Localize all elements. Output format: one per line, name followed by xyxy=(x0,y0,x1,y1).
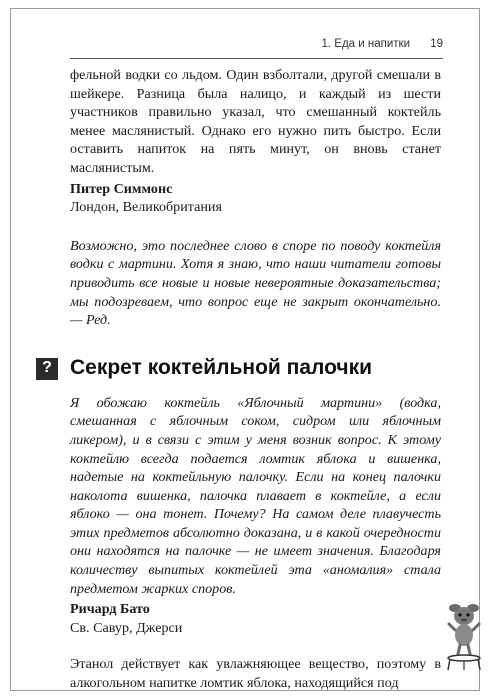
running-header-section: 1. Еда и напитки xyxy=(321,38,410,50)
answer-paragraph: Этанол действует как увлажняющее вещество, поэтому в алкогольном напитке ломтик яблока, находящийся под xyxy=(70,656,441,692)
question-author-name: Ричард Бато xyxy=(70,601,150,618)
section-title: Секрет коктейльной палочки xyxy=(70,356,372,380)
question-mark-icon: ? xyxy=(36,358,58,380)
running-header xyxy=(0,38,490,58)
letter-author-place: Лондон, Великобритания xyxy=(70,199,222,216)
letter-paragraph: фельной водки со льдом. Один взболтали, другой смешали в шейкере. Разница была налицо, и каждый из шести участников правильно указал, что смешанный коктейль менее маслянистый. Однако его нужно пить быстро. Если оставить напиток на пять минут, он вновь станет маслянистым. xyxy=(70,67,441,176)
section-heading xyxy=(36,358,441,380)
question-paragraph: Я обожаю коктейль «Яблочный мартини» (водка, смешанная с яблочным соком, сидром или яблочным ликером), и в связи с этим у меня возник вопрос. К этому коктейлю всегда подается ломтик яблока и вишенка, надетые на коктейльную палочку. Если на конец палочки наколота вишенка, палочка плавает в коктейле, а если яблоко — она тонет. Почему? На самом деле плавучесть этих предметов абсолютно доказана, и в какой очередности они находятся на палочке — не имеет значения. Благодаря количеству выпитых коктейлей эта «аномалия» стала предметом жарких споров. xyxy=(70,394,441,597)
letter-author-name: Питер Симмонс xyxy=(70,180,173,197)
page-number: 19 xyxy=(430,38,443,50)
question-author-place: Св. Савур, Джерси xyxy=(70,619,183,636)
editor-note: Возможно, это последнее слово в споре по поводу коктейля водки с мартини. Хотя я знаю, что наши читатели готовы приводить все новые и новые невероятные доказательства; мы подозреваем, что вопрос еще не закрыт окончательно. — Ред. xyxy=(70,237,441,329)
page-body xyxy=(42,66,441,693)
header-rule xyxy=(70,58,443,59)
mascot-trampoline-icon xyxy=(446,602,482,672)
